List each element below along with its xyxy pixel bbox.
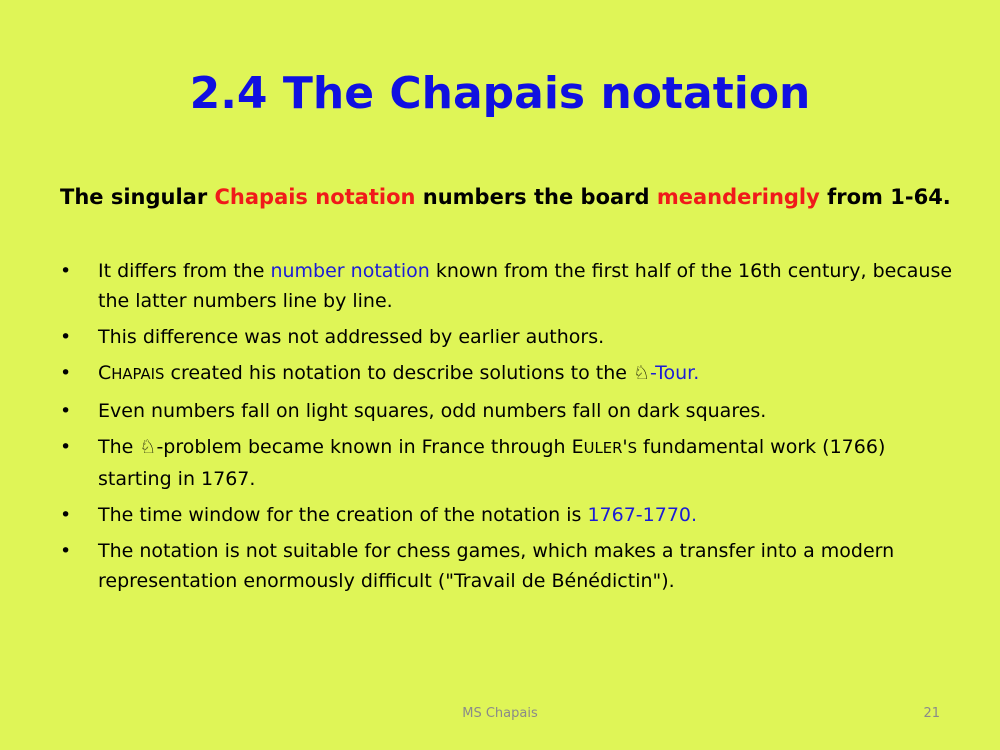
item-1-text-a: It differs from the — [98, 260, 271, 282]
author-euler — [572, 436, 637, 458]
author-chapais-rest: HAPAIS — [111, 366, 165, 383]
bullet-item-7 — [60, 536, 960, 596]
bullet-item-3 — [60, 358, 960, 390]
author-euler-possessive: S — [627, 440, 637, 457]
item-2-text: This difference was not addressed by earlier authors. — [98, 326, 605, 348]
bullet-point-icon: • — [60, 540, 72, 562]
bullet-item-5 — [60, 432, 960, 494]
author-euler-apostrophe: ' — [622, 436, 628, 458]
bullet-point-icon: • — [60, 504, 72, 526]
lead-text-3: from 1-64. — [819, 185, 951, 209]
tour-link[interactable]: -Tour — [650, 362, 694, 384]
lead-highlight-meanderingly: meanderingly — [656, 185, 820, 209]
item-3-text-b: . — [693, 362, 700, 384]
bullet-point-icon: • — [60, 362, 72, 384]
bullet-item-6 — [60, 500, 960, 530]
item-6-text-b: . — [691, 504, 698, 526]
slide-title: 2.4 The Chapais notation — [189, 68, 811, 119]
author-chapais-initial: C — [98, 362, 112, 384]
item-5-text-b: -problem became known in France through — [156, 436, 572, 458]
item-7-text: The notation is not suitable for chess games, which makes a transfer into a modern representation enormously difficult ("Travail de Bénédictin"). — [98, 540, 895, 592]
lead-text-2: numbers the board — [415, 185, 657, 209]
knight-icon: ♘ — [139, 436, 157, 458]
knight-icon: ♘ — [632, 362, 651, 384]
bullet-item-4 — [60, 396, 960, 426]
lead-text-1: The singular — [60, 185, 215, 209]
bullet-item-2 — [60, 322, 960, 352]
item-1-text-b: known from the first half of the 16th century, because the latter numbers line by line. — [98, 260, 953, 312]
item-5-text-c: fundamental work (1766) starting in 1767. — [98, 436, 886, 490]
author-euler-rest: ULER — [583, 440, 623, 457]
author-euler-initial: E — [571, 436, 584, 458]
item-6-text-a: The time window for the creation of the notation is — [98, 504, 588, 526]
bullet-point-icon: • — [60, 400, 72, 422]
bullet-point-icon: • — [60, 260, 72, 282]
bullet-point-icon: • — [60, 436, 72, 458]
item-4-text: Even numbers fall on light squares, odd numbers fall on dark squares. — [98, 400, 767, 422]
lead-statement — [60, 180, 960, 214]
item-3-text-a: created his notation to describe solutions to the — [164, 362, 633, 384]
footer-presentation-name: MS Chapais — [462, 706, 538, 721]
bullet-item-1 — [60, 256, 960, 316]
time-window-link[interactable]: 1767-1770 — [587, 504, 692, 526]
footer-page-number: 21 — [923, 706, 940, 721]
bullet-list — [60, 256, 960, 602]
bullet-point-icon: • — [60, 326, 72, 348]
author-chapais — [98, 362, 164, 384]
lead-highlight-chapais-notation: Chapais notation — [214, 185, 416, 209]
number-notation-link[interactable]: number notation — [270, 260, 430, 282]
item-5-text-a: The — [98, 436, 140, 458]
